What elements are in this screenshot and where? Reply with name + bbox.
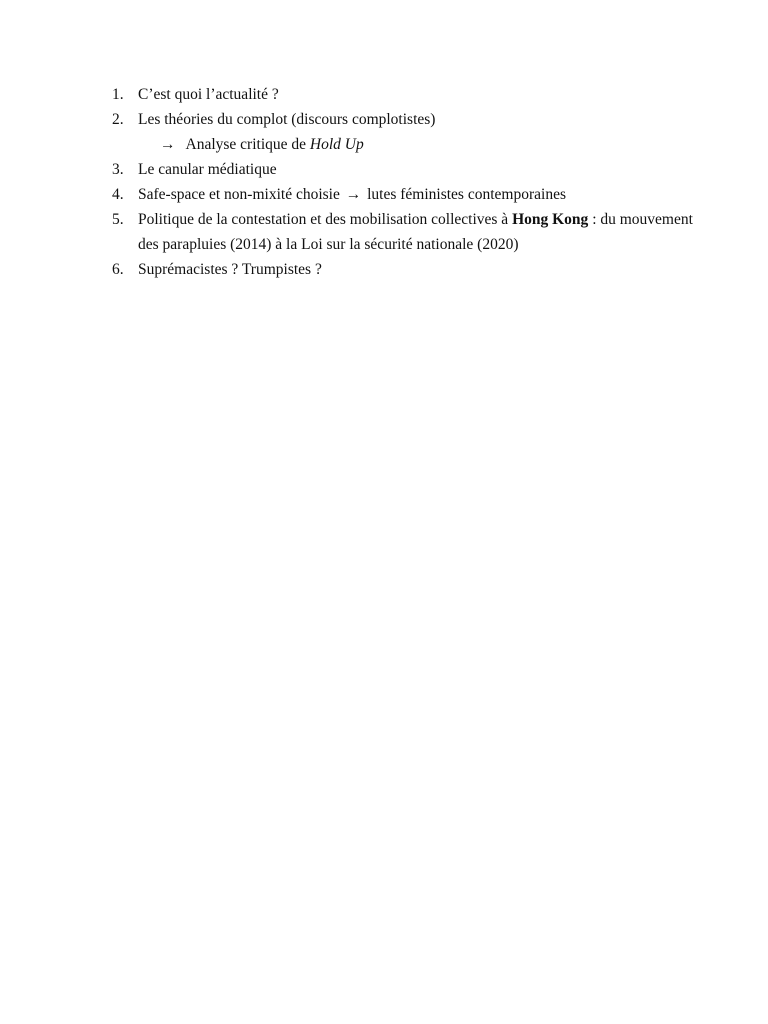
sub-item-title: Hold Up [309,136,364,153]
list-text: Suprémacistes ? Trumpistes ? [138,261,322,278]
list-text-before: Safe-space et non-mixité choisie [138,186,344,203]
list-item-4 [112,182,702,207]
list-number: 1. [112,86,124,103]
sub-item-analysis [112,132,702,157]
bold-right-arrow-icon: → [345,186,362,203]
list-item-3 [112,157,702,182]
list-text-after: : du mouvement des parapluies (2014) à la Loi sur la sécurité nationale (2020) [138,211,693,253]
list-item-6 [112,257,702,282]
sub-item-prefix: Analyse critique de [185,136,310,153]
list-text: Les théories du complot (discours complotistes) [138,111,436,128]
list-text [138,207,702,257]
list-text [138,182,702,207]
right-arrow-icon: → [160,136,176,153]
list-item-2 [112,107,702,132]
numbered-list [112,82,702,282]
list-number: 3. [112,161,124,178]
list-number: 4. [112,186,124,203]
list-item-1 [112,82,702,107]
list-number: 2. [112,111,124,128]
list-text: Le canular médiatique [138,161,277,178]
list-item-5 [112,207,702,257]
list-number: 5. [112,211,124,228]
list-text-before: Politique de la contestation et des mobilisation collectives à [138,211,513,228]
list-text: C’est quoi l’actualité ? [138,86,279,103]
list-number: 6. [112,261,124,278]
list-text-after: lutes féministes contemporaines [363,186,566,203]
list-text-bold: Hong Kong [512,211,589,228]
